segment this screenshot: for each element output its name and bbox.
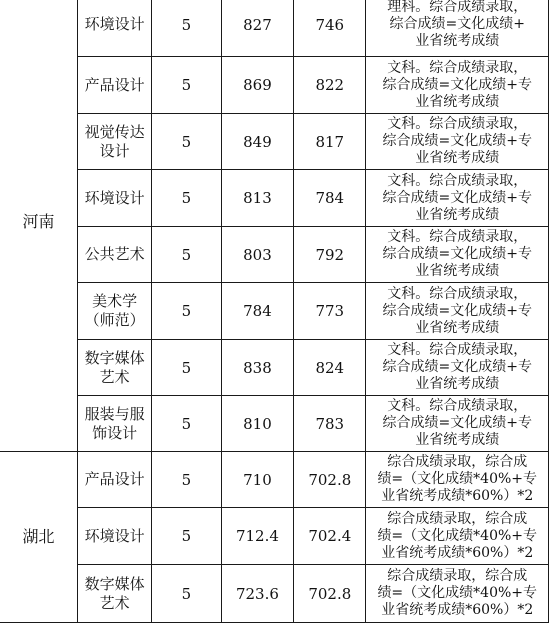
years-cell: 5 — [152, 565, 222, 623]
major-name-line: 环境设计 — [84, 526, 145, 545]
admission-note-line: 业省统考成绩*60%）*2 — [381, 544, 534, 561]
admission-note-line: 业省统考成绩 — [415, 319, 500, 336]
table-row — [0, 114, 549, 170]
admission-note-line: 绩=（文化成绩*40%+专 — [377, 585, 538, 601]
years-cell: 5 — [152, 57, 222, 114]
admission-note-cell — [366, 508, 549, 565]
major-name-line: 公共艺术 — [84, 245, 145, 263]
min-score-cell: 792 — [294, 227, 366, 283]
max-score-cell: 710 — [221, 452, 293, 508]
max-score-cell: 838 — [221, 340, 293, 396]
min-score-cell: 773 — [294, 283, 366, 340]
major-name-line: 艺术 — [99, 593, 130, 612]
admission-note-line: 综合成绩=文化成绩+专 — [382, 415, 532, 431]
major-name-line: 环境设计 — [84, 15, 145, 33]
admission-note-line: 综合成绩录取，综合成 — [387, 510, 528, 527]
min-score-cell: 817 — [294, 114, 366, 170]
min-score-cell: 702.8 — [294, 565, 366, 623]
admission-note-line: 业省统考成绩 — [415, 263, 500, 279]
major-cell — [78, 283, 152, 340]
years-cell: 5 — [152, 283, 222, 340]
admission-note-line: 综合成绩=文化成绩+专 — [382, 76, 532, 93]
major-name-line: 产品设计 — [84, 470, 145, 488]
max-score-cell: 813 — [221, 170, 293, 227]
max-score-cell: 849 — [221, 114, 293, 170]
min-score-cell: 746 — [294, 0, 366, 57]
admission-note-cell — [366, 340, 549, 396]
admission-note-line: 综合成绩=文化成绩+专 — [382, 246, 532, 262]
major-cell — [78, 340, 152, 396]
admission-note-line: 文科。综合成绩录取， — [387, 59, 528, 76]
major-name-line: 设计 — [99, 141, 130, 160]
major-cell — [78, 565, 152, 623]
min-score-cell: 702.4 — [294, 508, 366, 565]
admission-note-line: 绩=（文化成绩*40%+专 — [377, 527, 538, 544]
max-score-cell: 803 — [221, 227, 293, 283]
table-row — [0, 170, 549, 227]
admission-note-line: 综合成绩=文化成绩+专 — [382, 133, 532, 149]
table-row — [0, 57, 549, 114]
admission-note-cell — [366, 0, 549, 57]
admission-note-line: 业省统考成绩*60%）*2 — [381, 488, 534, 504]
table-row — [0, 396, 549, 452]
major-name-line: 服装与服 — [84, 404, 145, 423]
admission-note-line: 业省统考成绩*60%）*2 — [381, 602, 534, 618]
major-cell — [78, 57, 152, 114]
major-name-line: 数字媒体 — [84, 574, 145, 593]
max-score-cell: 723.6 — [221, 565, 293, 623]
admission-note-line: 业省统考成绩 — [415, 432, 500, 448]
table-row — [0, 565, 549, 623]
major-name-line: 美术学 — [92, 292, 138, 310]
major-name-line: 产品设计 — [84, 75, 145, 94]
admission-note-line: 业省统考成绩 — [415, 376, 500, 392]
admission-note-line: 文科。综合成绩录取， — [387, 229, 528, 245]
province-cell: 湖北 — [0, 452, 78, 623]
min-score-cell: 702.8 — [294, 452, 366, 508]
major-cell — [78, 170, 152, 227]
table-row — [0, 0, 549, 57]
admission-note-line: 综合成绩录取，综合成 — [387, 454, 528, 470]
major-cell — [78, 508, 152, 565]
min-score-cell: 822 — [294, 57, 366, 114]
admission-note-cell — [366, 283, 549, 340]
admission-note-cell — [366, 57, 549, 114]
admission-note-line: 综合成绩=文化成绩+专 — [382, 302, 532, 319]
admission-note-line: 文科。综合成绩录取， — [387, 116, 528, 132]
admission-note-line: 业省统考成绩 — [415, 93, 500, 110]
min-score-cell: 783 — [294, 396, 366, 452]
admission-note-cell — [366, 227, 549, 283]
admission-note-line: 综合成绩录取，综合成 — [387, 568, 528, 584]
major-cell — [78, 227, 152, 283]
max-score-cell: 784 — [221, 283, 293, 340]
table-row — [0, 508, 549, 565]
admission-note-line: 业省统考成绩 — [415, 33, 500, 49]
major-name-line: 饰设计 — [92, 423, 138, 442]
table-row — [0, 340, 549, 396]
min-score-cell: 784 — [294, 170, 366, 227]
years-cell: 5 — [152, 396, 222, 452]
years-cell: 5 — [152, 170, 222, 227]
admission-note-line: 综合成绩=文化成绩+ — [389, 16, 525, 32]
admission-note-cell — [366, 565, 549, 623]
max-score-cell: 810 — [221, 396, 293, 452]
table-row — [0, 227, 549, 283]
admission-note-line: 绩=（文化成绩*40%+专 — [377, 471, 538, 487]
admission-note-cell — [366, 452, 549, 508]
province-cell: 河南 — [0, 0, 78, 452]
table-row — [0, 452, 549, 508]
admission-note-cell — [366, 114, 549, 170]
major-cell — [78, 396, 152, 452]
admission-note-line: 理科。综合成绩录取， — [387, 0, 528, 15]
major-name-line: 视觉传达 — [84, 122, 145, 141]
admission-note-line: 综合成绩=文化成绩+专 — [382, 359, 532, 375]
major-name-line: （师范） — [84, 311, 145, 329]
years-cell: 5 — [152, 0, 222, 57]
min-score-cell: 824 — [294, 340, 366, 396]
major-cell — [78, 114, 152, 170]
major-name-line: 数字媒体 — [84, 348, 145, 367]
admission-note-line: 文科。综合成绩录取， — [387, 285, 528, 302]
years-cell: 5 — [152, 452, 222, 508]
major-name-line: 艺术 — [99, 367, 130, 386]
years-cell: 5 — [152, 114, 222, 170]
major-name-line: 环境设计 — [84, 188, 145, 207]
admission-note-line: 文科。综合成绩录取， — [387, 342, 528, 358]
admission-note-line: 文科。综合成绩录取， — [387, 398, 528, 414]
major-cell — [78, 0, 152, 57]
max-score-cell: 712.4 — [221, 508, 293, 565]
max-score-cell: 869 — [221, 57, 293, 114]
years-cell: 5 — [152, 508, 222, 565]
admission-note-line: 文科。综合成绩录取， — [387, 172, 528, 189]
admission-note-line: 综合成绩=文化成绩+专 — [382, 189, 532, 206]
table-row — [0, 283, 549, 340]
admission-note-line: 业省统考成绩 — [415, 150, 500, 166]
admission-note-cell — [366, 396, 549, 452]
years-cell: 5 — [152, 227, 222, 283]
years-cell: 5 — [152, 340, 222, 396]
admission-note-cell — [366, 170, 549, 227]
max-score-cell: 827 — [221, 0, 293, 57]
admission-note-line: 业省统考成绩 — [415, 206, 500, 223]
major-cell — [78, 452, 152, 508]
